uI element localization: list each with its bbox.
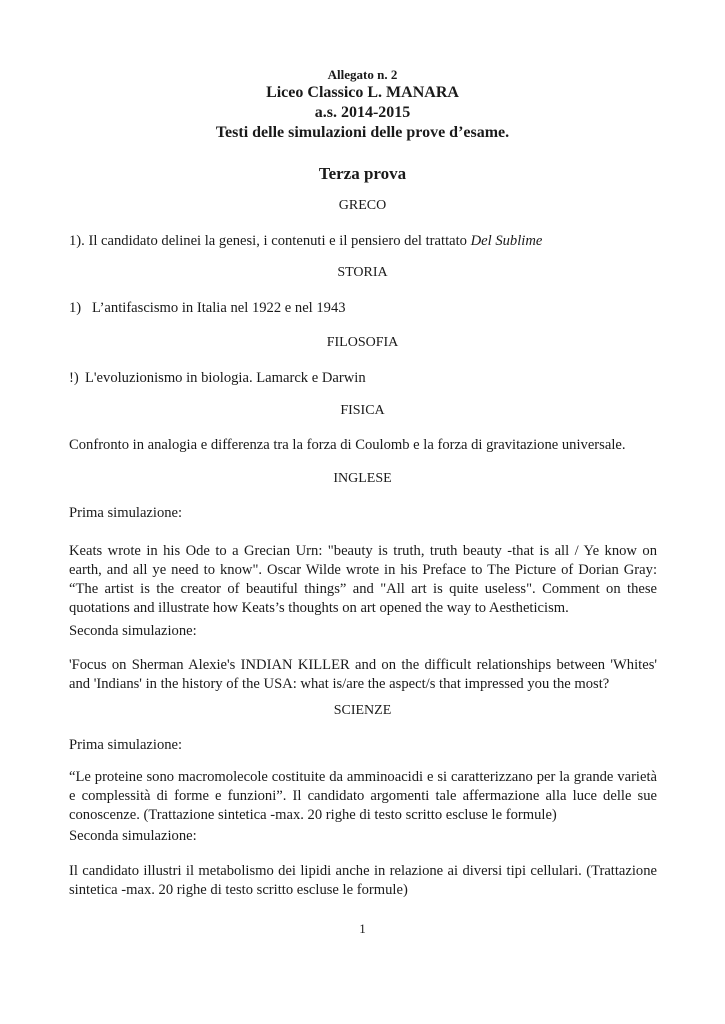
annex-label: Allegato n. 2 — [327, 67, 398, 82]
storia-question: L’antifascismo in Italia nel 1922 e nel 1943 — [92, 300, 346, 316]
storia-number: 1) — [69, 300, 82, 316]
school-year: a.s. 2014-2015 — [314, 104, 411, 121]
fisica-question: Confronto in analogia e differenza tra la forza di Coulomb e la forza di gravitazione universale. — [69, 437, 626, 453]
section-heading-fisica: FISICA — [340, 403, 385, 418]
document-title: Testi delle simulazioni delle prove d’esame. — [215, 124, 510, 141]
scienze-first-label: Prima simulazione: — [69, 737, 183, 753]
scienze-second-text: Il candidato illustri il metabolismo dei lipidi anche in relazione ai diversi tipi cellulari. (Trattazione sintetica -max. 20 righe di testo scritto escluse le formule) — [69, 863, 657, 898]
scienze-second-label: Seconda simulazione: — [69, 828, 197, 844]
page-number: 1 — [359, 921, 366, 936]
section-heading-storia: STORIA — [337, 265, 388, 280]
inglese-first-text: Keats wrote in his Ode to a Grecian Urn: "beauty is truth, truth beauty -that is all / Ye know on earth, and all ye need to know". Oscar Wilde wrote in his Preface to The Picture of Dorian Gray: “The artist is the creator of beautiful things” and "All art is quite useless". Comment on these quotations and illustrate how Keats’s thoughts on art opened the way to Aestheticism. — [69, 543, 657, 616]
inglese-second-label: Seconda simulazione: — [69, 623, 197, 639]
school-name: Liceo Classico L. MANARA — [266, 84, 459, 101]
greco-question-title: Del Sublime — [470, 233, 543, 249]
inglese-first-label: Prima simulazione: — [69, 505, 183, 521]
scienze-first-text: “Le proteine sono macromolecole costituite da amminoacidi e si caratterizzano per la grande varietà e complessità di forme e funzioni”. Il candidato argomenti tale affermazione alla luce delle sue conoscenze. (Trattazione sintetica -max. 20 righe di testo scritto escluse le formule) — [69, 769, 657, 823]
filosofia-question: L'evoluzionismo in biologia. Lamarck e Darwin — [85, 370, 366, 386]
filosofia-number: !) — [69, 370, 79, 386]
inglese-second-text: 'Focus on Sherman Alexie's INDIAN KILLER and on the difficult relationships between 'Whites' and 'Indians' in the history of the USA: what is/are the aspect/s that impressed you the most? — [69, 657, 657, 692]
greco-question — [69, 233, 542, 250]
greco-question-text: 1). Il candidato delinei la genesi, i contenuti e il pensiero del trattato — [69, 233, 471, 249]
section-heading-filosofia: FILOSOFIA — [326, 335, 399, 350]
document-subtitle: Terza prova — [318, 164, 407, 183]
section-heading-inglese: INGLESE — [333, 471, 392, 486]
section-heading-greco: GRECO — [338, 198, 387, 213]
section-heading-scienze: SCIENZE — [333, 703, 392, 718]
